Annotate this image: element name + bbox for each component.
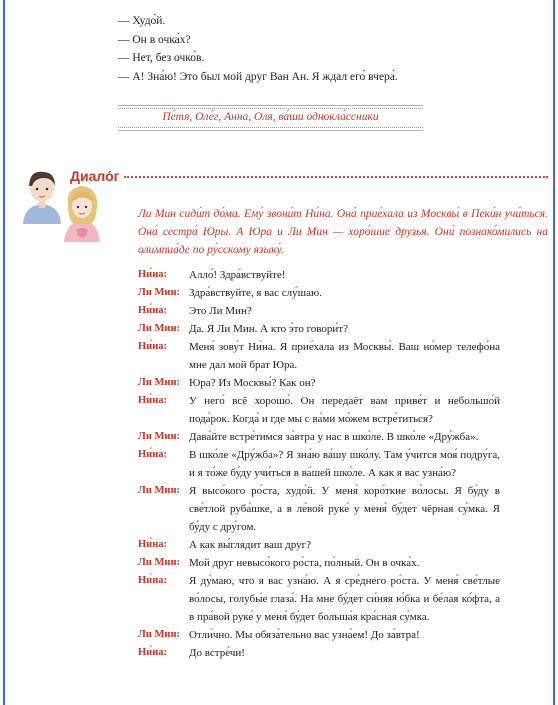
- dialogue-row: [138, 284, 500, 302]
- speaker-label: Ли Мин:: [138, 557, 181, 568]
- dialogue-row: [138, 626, 500, 644]
- names-box-rule: [118, 105, 423, 106]
- speech-text: Я ду́маю, что я вас узна́ю. А я сре́днего ро́ста. У меня́ све́тлые во́лосы, голубы́е глаза́. На мне бу́дет си́няя ю́бка и бе́лая ко́фта, а в пра́вой руке́ у меня́ бу́дет больша́я кра́сная су́мка.: [189, 575, 500, 623]
- speaker-label: Ни́на:: [138, 449, 168, 460]
- dialogue-row: [138, 446, 500, 482]
- dialogue-row: [138, 302, 500, 320]
- dialog-heading: Диало́г: [70, 168, 120, 184]
- speaker-label: Ни́на:: [138, 395, 168, 406]
- dialogue-row: [138, 428, 500, 446]
- speaker-label: Ли Мин:: [138, 323, 181, 334]
- speech-text: До встре́чи!: [189, 647, 245, 659]
- speaker-label: Ли Мин:: [138, 629, 181, 640]
- boy-avatar-icon: [23, 172, 61, 224]
- speaker-label: Ли Мин:: [138, 287, 181, 298]
- speech-text: Дава́йте встре́тимся за́втра у нас в шко́ле. В шко́ле «Дру́жба».: [189, 431, 479, 443]
- speaker-label: Ни́на:: [138, 341, 168, 352]
- speech-text: В шко́ле «Дру́жба»? Я зна́ю ва́шу шко́лу. Там у́чится моя́ подру́га, и я то́же бу́ду учи́ться в ва́шей шко́ле. А как я вас узна́ю?: [189, 449, 500, 479]
- names-box-rule: [118, 127, 423, 128]
- dialogue-row: [138, 338, 500, 374]
- speaker-label: Ни́на:: [138, 647, 168, 658]
- speech-text: Это Ли Мин?: [189, 305, 252, 317]
- speech-text: Отли́чно. Мы обяза́тельно вас узна́ем! До за́втра!: [189, 629, 420, 641]
- dialogue-row: [138, 554, 500, 572]
- speaker-label: Ни́на:: [138, 305, 168, 316]
- speaker-label: Ли Мин:: [138, 377, 181, 388]
- speaker-label: Ли Мин:: [138, 431, 181, 442]
- speech-text: Здра́вствуйте, я вас слу́шаю.: [189, 287, 322, 299]
- dialogue-row: [138, 644, 500, 662]
- speaker-label: Ни́на:: [138, 539, 168, 550]
- names-box-rule: [118, 108, 423, 109]
- speech-text: Меня́ зову́т Ни́на. Я прие́хала из Москвы́. Ваш но́мер телефо́на мне дал мой брат Юра.: [189, 341, 500, 371]
- left-border: [3, 0, 5, 705]
- previous-dialogue-lines: [118, 12, 398, 86]
- dialogue-row: [138, 482, 500, 536]
- speech-text: У него́ всё хорошо́. Он передаёт вам приве́т и небольшо́й пода́рок. Когда́ и где мы с ва́ми мо́жем встре́титься?: [189, 395, 500, 425]
- speech-text: Юра? Из Москвы́? Как он?: [189, 377, 316, 389]
- speech-text: Мой друг невысо́кого ро́ста, по́лный. Он в очка́х.: [189, 557, 420, 569]
- speech-text: Я высо́кого ро́ста, худо́й. У меня́ коро́ткие во́лосы. Я бу́ду в све́тлой руба́шке, а в ле́вой руке́ у меня́ бу́дет чёрная су́мка. Я бу́ду с дру́гом.: [189, 485, 500, 533]
- speech-text: Алло́! Здра́вствуйте!: [189, 269, 286, 281]
- speech-text: А как вы́глядит ваш друг?: [189, 539, 311, 551]
- dialogue-row: [138, 572, 500, 626]
- right-border: [553, 0, 555, 705]
- dialogue-line: — Он в очка́х?: [118, 33, 191, 46]
- speaker-label: Ни́на:: [138, 269, 168, 280]
- names-box-rule: [118, 130, 423, 131]
- dialog-intro: Ли Мин сиди́т до́ма. Ему́ звони́т Ни́на. Она́ прие́хала из Москвы́ в Пеки́н учи́ться. Она́ сестра́ Юры. А Юра и Ли Мин — хоро́шие друзья. Они́ познако́мились на олимпиа́де по ру́сскому языку́.: [138, 208, 548, 256]
- dialogue-row: [138, 536, 500, 554]
- dialogue-row: [138, 320, 500, 338]
- dialogue: [138, 266, 500, 662]
- dialogue-line: — А! Зна́ю! Это был мой друг Ван Ан. Я ждал его́ вчера́.: [118, 70, 398, 83]
- speech-text: Да. Я Ли Мин. А кто э́то говори́т?: [189, 323, 348, 335]
- dialogue-row: [138, 374, 500, 392]
- names-box: [118, 105, 423, 133]
- dialogue-line: — Нет, без очко́в.: [118, 52, 205, 64]
- girl-avatar-icon: [64, 186, 100, 242]
- speaker-label: Ни́на:: [138, 575, 168, 586]
- heading-dotted-rule: [124, 176, 548, 178]
- dialogue-row: [138, 266, 500, 284]
- speaker-label: Ли Мин:: [138, 485, 181, 496]
- names-box-text: Пе́тя, Оле́г, Анна, Оля, ва́ши однокла́ссники: [162, 111, 379, 123]
- dialogue-row: [138, 392, 500, 428]
- dialogue-line: — Худо́й.: [118, 15, 166, 27]
